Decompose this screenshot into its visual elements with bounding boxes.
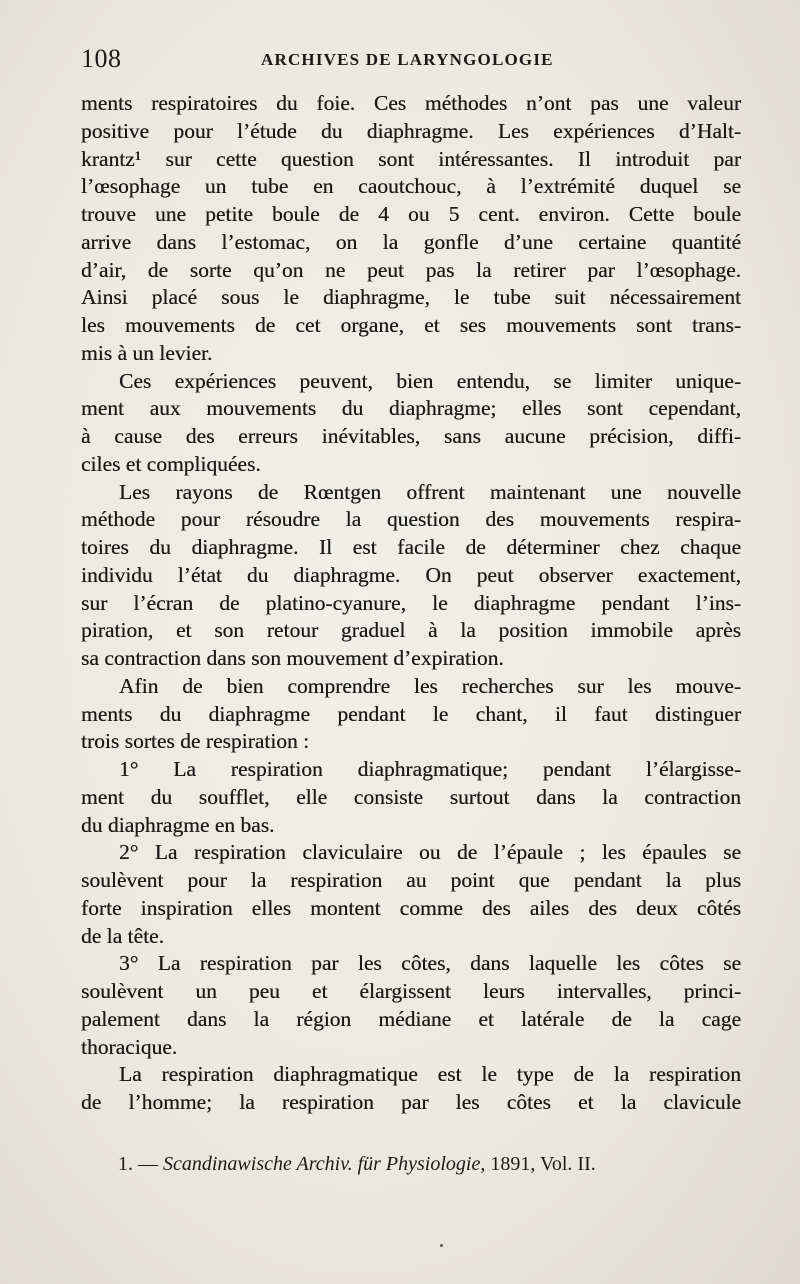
text-line: d’air, de sorte qu’on ne peut pas la retirer par l’œsophage. [81,257,741,282]
text-line: soulèvent pour la respiration au point que pendant la plus [81,868,741,892]
text-line: ments respiratoires du foie. Ces méthodes n’ont pas une valeur [81,91,741,115]
text-line: 3° La respiration par les côtes, dans laquelle les côtes se [119,951,741,976]
footnote-marker: 1. — [118,1153,158,1175]
running-title: ARCHIVES DE LARYNGOLOGIE [261,50,554,69]
text-line: Ces expériences peuvent, bien entendu, se limiter unique- [119,368,741,393]
text-line: Les rayons de Rœntgen offrent maintenant une nouvelle [119,479,741,504]
text-line: thoracique. [81,1034,178,1059]
text-line: arrive dans l’estomac, on la gonfle d’une certaine quantité [81,229,741,254]
text-line: 1° La respiration diaphragmatique; pendant l’élargisse- [119,757,741,781]
text-line: à cause des erreurs inévitables, sans aucune précision, diffi- [81,424,741,448]
text-line: La respiration diaphragmatique est le type de la respiration [119,1062,741,1087]
page-header [81,44,741,74]
text-line: du diaphragme en bas. [81,812,275,837]
text-line: l’œsophage un tube en caoutchouc, à l’extrémité duquel se [81,174,741,199]
text-line: Ainsi placé sous le diaphragme, le tube suit nécessairement [81,285,741,310]
footnote-journal: Scandinawische Archiv. für Physiologie, [163,1153,486,1175]
text-line: piration, et son retour graduel à la position immobile après [81,618,741,643]
text-line: 2° La respiration claviculaire ou de l’épaule ; les épaules se [119,840,741,865]
text-line: positive pour l’étude du diaphragme. Les expériences d’Halt- [81,118,741,143]
text-line: toires du diaphragme. Il est facile de déterminer chez chaque [81,535,741,559]
text-line: ment aux mouvements du diaphragme; elles sont cependant, [81,396,741,421]
text-line: ment du soufflet, elle consiste surtout dans la contraction [81,784,741,809]
page-number: 108 [81,44,122,73]
text-line: ciles et compliquées. [81,451,261,476]
paper-speck [440,1244,443,1247]
text-line: trois sortes de respiration : [81,729,310,754]
text-line: mis à un levier. [81,340,213,365]
text-line: forte inspiration elles montent comme des ailes des deux côtés [81,895,741,920]
text-line: les mouvements de cet organe, et ses mouvements sont trans- [81,313,741,337]
text-line: de la tête. [81,923,164,948]
footnote-details: 1891, Vol. II. [490,1153,596,1175]
text-line: ments du diaphragme pendant le chant, il faut distinguer [81,701,741,726]
footnote [118,1153,596,1176]
text-line: palement dans la région médiane et latérale de la cage [81,1006,741,1031]
text-line: méthode pour résoudre la question des mouvements respira- [81,507,741,532]
text-line: de l’homme; la respiration par les côtes et la clavicule [81,1090,741,1114]
text-line: sur l’écran de platino-cyanure, le diaphragme pendant l’ins- [81,590,741,615]
text-line: individu l’état du diaphragme. On peut observer exactement, [81,562,741,587]
text-line: soulèvent un peu et élargissent leurs intervalles, princi- [81,979,741,1003]
text-line: sa contraction dans son mouvement d’expiration. [81,646,504,670]
text-line: krantz¹ sur cette question sont intéressantes. Il introduit par [81,146,741,171]
text-line: trouve une petite boule de 4 ou 5 cent. environ. Cette boule [81,202,741,226]
body-text [81,90,741,1117]
text-line: Afin de bien comprendre les recherches sur les mouve- [119,673,741,698]
